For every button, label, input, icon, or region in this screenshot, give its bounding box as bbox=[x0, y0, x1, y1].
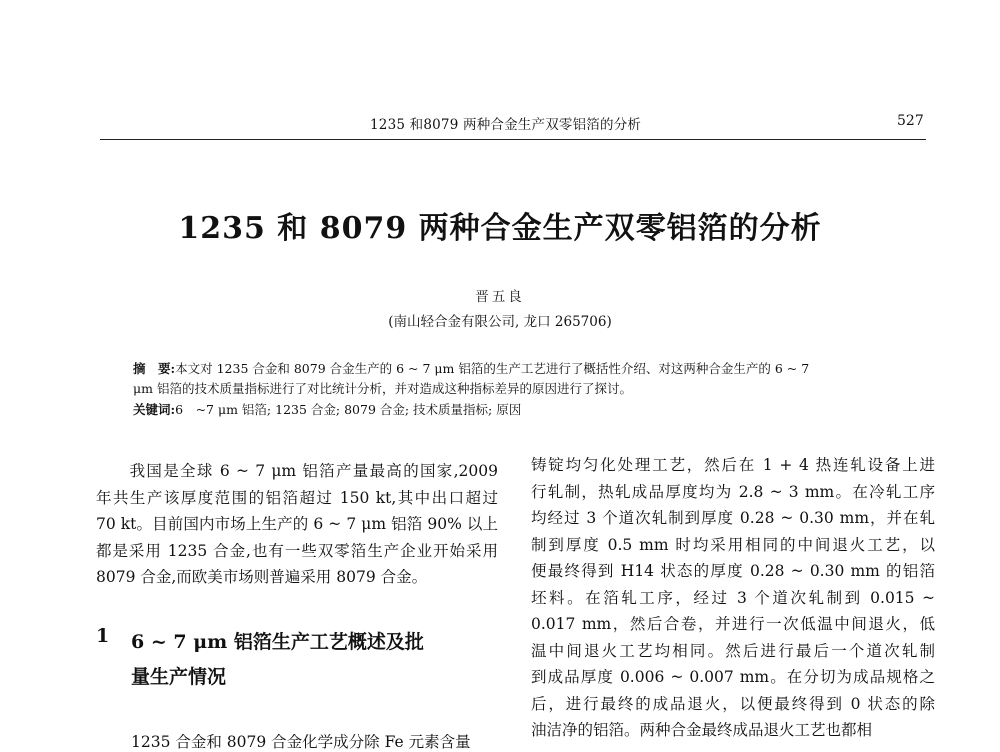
section-title-line-2: 量生产情况 bbox=[131, 666, 227, 688]
abstract-line-2: μm 铝箔的技术质量指标进行了对比统计分析，并对造成这种指标差异的原因进行了探讨。 bbox=[133, 381, 632, 396]
keywords-label: 关键词: bbox=[133, 402, 176, 417]
keywords-text: 6 ~7 μm 铝箔; 1235 合金; 8079 合金; 技术质量指标; 原因 bbox=[175, 402, 522, 417]
body-line: 便最终得到 H14 状态的厚度 0.28 ~ 0.30 mm 的铝箔 bbox=[531, 562, 935, 580]
body-line: 均经过 3 个道次轧制到厚度 0.28 ~ 0.30 mm，并在轧 bbox=[531, 509, 935, 527]
right-column bbox=[531, 452, 935, 744]
section-number: 1 bbox=[96, 625, 110, 647]
body-line: 8079 合金,而欧美市场则普遍采用 8079 合金。 bbox=[96, 568, 428, 586]
abstract-line-1 bbox=[133, 359, 933, 379]
abstract-label: 摘 要: bbox=[133, 361, 176, 376]
abstract-text: 本文对 1235 合金和 8079 合金生产的 6 ~ 7 μm 铝箔的生产工艺进行了概括性介绍、对这两种合金生产的 6 ~ 7 bbox=[175, 361, 810, 376]
body-line: 油洁净的铝箔。两种合金最终成品退火工艺也都相 bbox=[531, 721, 873, 739]
running-header bbox=[0, 113, 1000, 133]
body-line: 70 kt。目前国内市场上生产的 6 ~ 7 μm 铝箔 90% 以上 bbox=[96, 515, 498, 533]
author-name: 晋五良 bbox=[475, 289, 525, 305]
body-line: 坯料。在箔轧工序，经过 3 个道次轧制到 0.015 ~ bbox=[531, 588, 935, 607]
keywords-line bbox=[133, 400, 933, 420]
body-line: 到成品厚度 0.006 ~ 0.007 mm。在分切为成品规格之 bbox=[531, 668, 935, 686]
body-line: 制到厚度 0.5 mm 时均采用相同的中间退火工艺，以 bbox=[531, 535, 935, 554]
body-line: 温中间退火工艺均相同。然后进行最后一个道次轧制 bbox=[531, 641, 935, 660]
body-line: 都是采用 1235 合金,也有一些双零箔生产企业开始采用 bbox=[96, 541, 498, 560]
article-title: 1235 和 8079 两种合金生产双零铝箔的分析 bbox=[178, 211, 822, 246]
body-line: 铸锭均匀化处理工艺，然后在 1 + 4 热连轧设备上进 bbox=[531, 456, 935, 474]
running-title: 1235 和8079 两种合金生产双零铝箔的分析 bbox=[370, 117, 642, 133]
body-line: 行轧制，热轧成品厚度均为 2.8 ~ 3 mm。在冷轧工序 bbox=[531, 482, 935, 501]
body-line: 我国是全球 6 ~ 7 μm 铝箔产量最高的国家,2009 bbox=[96, 462, 498, 480]
section-title-line-1: 6 ~ 7 μm 铝箔生产工艺概述及批 bbox=[131, 631, 424, 653]
body-line: 后，进行最终的成品退火，以便最终得到 0 状态的除 bbox=[531, 694, 935, 713]
header-rule bbox=[100, 139, 926, 140]
body-line-partial: 1235 合金和 8079 合金化学成分除 Fe 元素含量 bbox=[131, 733, 471, 751]
left-column bbox=[96, 458, 498, 591]
author-affiliation: (南山轻合金有限公司, 龙口 265706) bbox=[388, 314, 612, 330]
page-number: 527 bbox=[897, 113, 924, 129]
body-line: 年共生产该厚度范围的铝箔超过 150 kt,其中出口超过 bbox=[96, 488, 498, 507]
body-line: 0.017 mm，然后合卷，并进行一次低温中间退火，低 bbox=[531, 615, 935, 633]
